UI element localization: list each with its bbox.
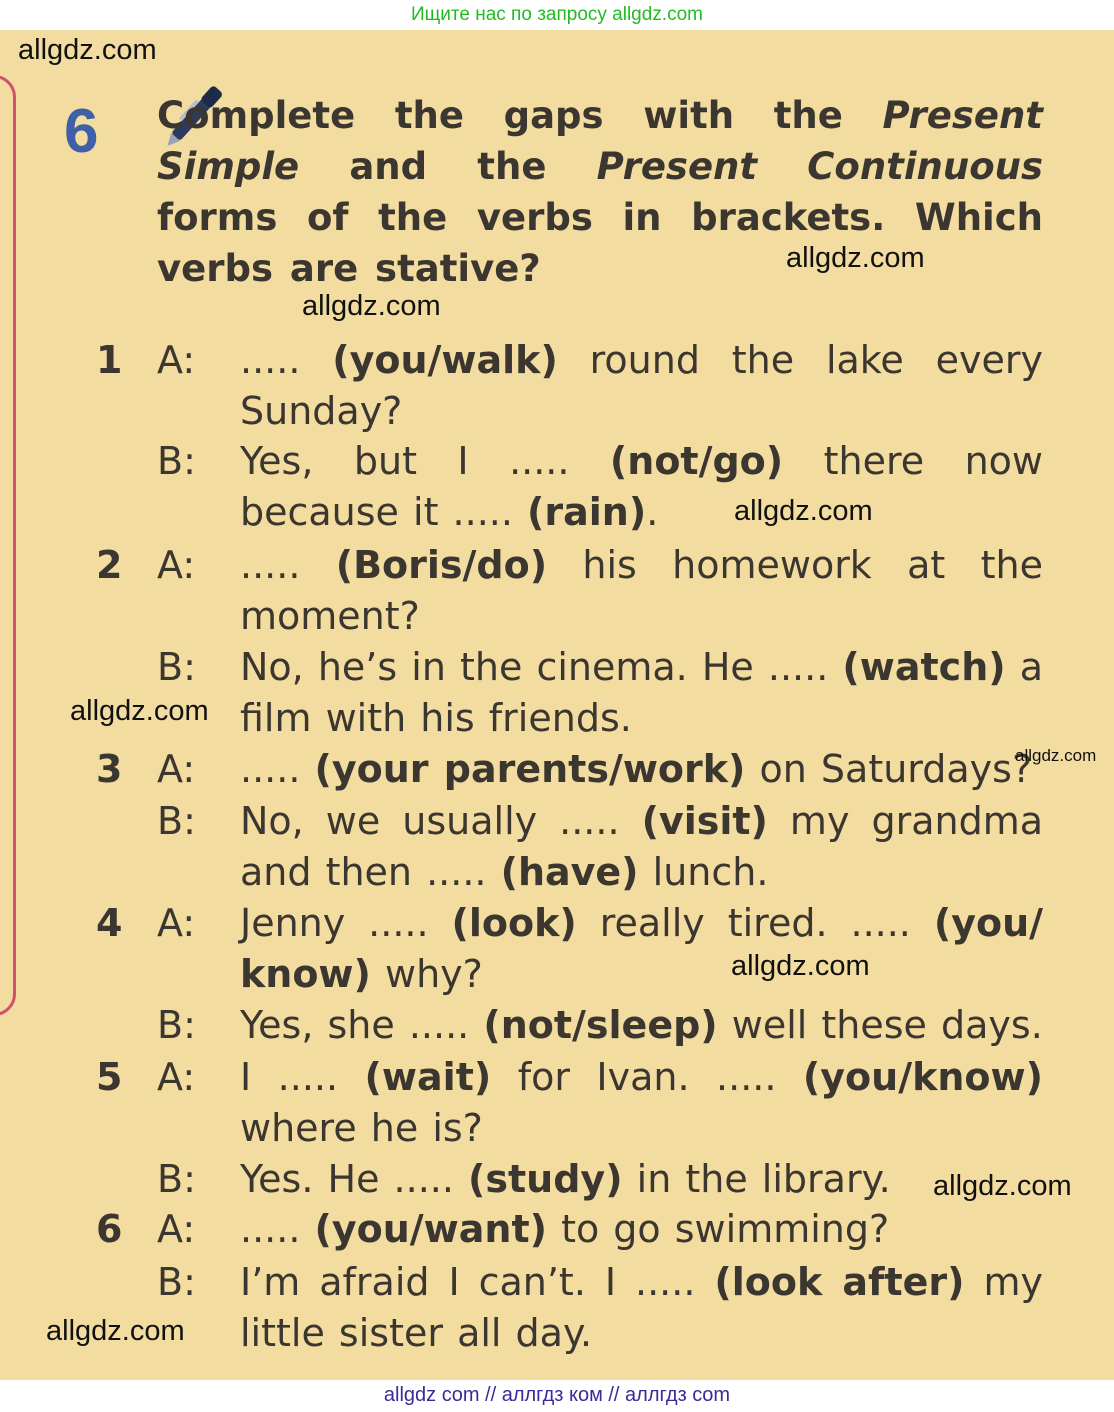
footer-banner: allgdz com // аллгдз ком // аллгдз com [0, 1380, 1114, 1412]
margin-border [0, 75, 16, 1016]
line-text: on Saturdays? [745, 747, 1033, 791]
line-text: I’m afraid I can’t. I ..... [240, 1260, 715, 1304]
line-text: why? [370, 952, 483, 996]
verb-prompt: (rain) [527, 490, 647, 534]
dialogue-number: 3 [96, 747, 123, 791]
line-text: my grandma and then ..... [240, 799, 1043, 894]
speaker-label: B: [157, 1260, 196, 1304]
instruction-term: Present Continuous [596, 145, 1043, 188]
line-text: No, he’s in the cinema. He ..... [240, 645, 843, 689]
line-text: well these days. [717, 1003, 1043, 1047]
dialogue-number: 5 [96, 1055, 123, 1099]
verb-prompt: (look after) [714, 1260, 965, 1304]
speaker-label: A: [157, 1207, 196, 1251]
verb-prompt: (look) [451, 901, 577, 945]
dialogue-line [240, 1154, 1043, 1205]
verb-prompt: (you/know) [802, 1055, 1043, 1099]
verb-prompt: (visit) [641, 799, 768, 843]
dialogue-number: 1 [96, 338, 123, 382]
speaker-label: A: [157, 747, 196, 791]
dialogue-line [240, 898, 1043, 1000]
verb-prompt: (Boris/do) [335, 543, 548, 587]
watermark: allgdz.com [46, 1315, 185, 1347]
verb-prompt: (you/want) [314, 1207, 547, 1251]
dialogue-line [240, 436, 1043, 538]
line-text: . [646, 490, 659, 534]
line-text: No, we usually ..... [240, 799, 642, 843]
speaker-label: A: [157, 1055, 196, 1099]
dialogue-line [240, 1000, 1043, 1051]
watermark: allgdz.com [1015, 746, 1097, 765]
watermark: allgdz.com [933, 1170, 1072, 1202]
line-text: ..... [240, 543, 336, 587]
dialogue-line [240, 744, 1043, 795]
line-text: Yes, she ..... [240, 1003, 484, 1047]
dialogue-line [240, 1257, 1043, 1359]
verb-prompt: (watch) [842, 645, 1006, 689]
instruction-part: forms of the verbs in brackets. Which verbs are stative? [157, 196, 1043, 290]
speaker-label: B: [157, 439, 196, 483]
dialogue-line [240, 796, 1043, 898]
watermark: allgdz.com [786, 242, 925, 274]
line-text: my little sister all day. [240, 1260, 1043, 1355]
speaker-label: A: [157, 338, 196, 382]
line-text: lunch. [638, 850, 769, 894]
verb-prompt: (have) [500, 850, 639, 894]
verb-prompt: (your parents/work) [314, 747, 746, 791]
verb-prompt: (not/sleep) [483, 1003, 718, 1047]
line-text: ..... [240, 338, 333, 382]
line-text: round the lake every Sunday? [240, 338, 1043, 433]
line-text: for Ivan. ..... [491, 1055, 803, 1099]
line-text: in the library. [622, 1157, 891, 1201]
line-text: Jenny ..... [240, 901, 452, 945]
speaker-label: B: [157, 799, 196, 843]
watermark: allgdz.com [731, 950, 870, 982]
line-text: ..... [240, 1207, 315, 1251]
line-text: a film with his friends. [240, 645, 1044, 740]
instruction-term: Present Simple [157, 94, 1043, 188]
speaker-label: A: [157, 901, 196, 945]
dialogue-line [240, 1204, 1043, 1255]
dialogue-line [240, 335, 1043, 437]
dialogue-number: 6 [96, 1207, 123, 1251]
dialogue-line [240, 540, 1043, 642]
verb-prompt: (not/go) [609, 439, 784, 483]
dialogue-line [240, 1052, 1043, 1154]
speaker-label: A: [157, 543, 196, 587]
instruction-part: and the [299, 145, 597, 188]
line-text: I ..... [240, 1055, 365, 1099]
line-text: there now because it ..... [240, 439, 1043, 534]
dialogue-number: 2 [96, 543, 123, 587]
line-text: to go swimming? [547, 1207, 890, 1251]
textbook-page [0, 30, 1114, 1380]
verb-prompt: (study) [468, 1157, 623, 1201]
verb-prompt: (you/ know) [240, 901, 1044, 996]
watermark: allgdz.com [18, 34, 157, 66]
speaker-label: B: [157, 1003, 196, 1047]
dialogue-number: 4 [96, 901, 123, 945]
speaker-label: B: [157, 645, 196, 689]
watermark: allgdz.com [302, 290, 441, 322]
exercise-number: 6 [64, 97, 99, 166]
line-text: ..... [240, 747, 315, 791]
speaker-label: B: [157, 1157, 196, 1201]
watermark: allgdz.com [734, 495, 873, 527]
instruction-part: Complete the gaps with the [157, 94, 883, 137]
line-text: where he is? [240, 1106, 483, 1150]
line-text: his homework at the moment? [240, 543, 1043, 638]
search-hint-banner: Ищите нас по запросу allgdz.com [0, 0, 1114, 30]
line-text: really tired. ..... [576, 901, 934, 945]
watermark: allgdz.com [70, 695, 209, 727]
verb-prompt: (you/walk) [332, 338, 558, 382]
line-text: Yes, but I ..... [240, 439, 610, 483]
dialogue-line [240, 642, 1043, 744]
verb-prompt: (wait) [364, 1055, 492, 1099]
line-text: Yes. He ..... [240, 1157, 469, 1201]
